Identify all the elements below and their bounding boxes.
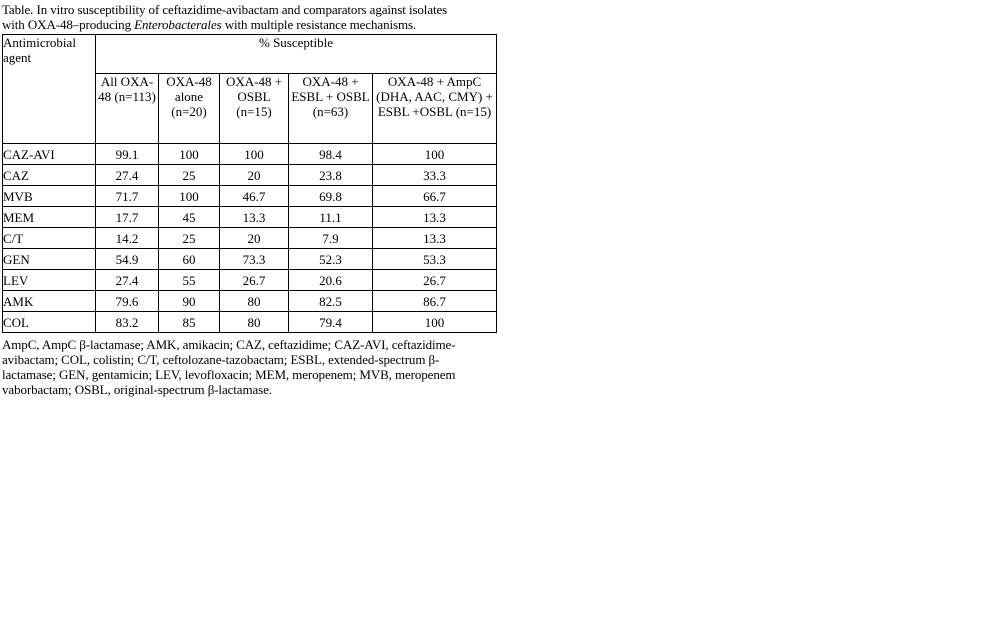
value-cell: 45 — [159, 207, 220, 228]
value-cell: 79.6 — [96, 291, 159, 312]
agent-cell: AMK — [3, 291, 96, 312]
value-cell: 33.3 — [373, 165, 497, 186]
value-cell: 99.1 — [96, 144, 159, 165]
value-cell: 14.2 — [96, 228, 159, 249]
table-row — [3, 144, 497, 165]
caption-italic: Enterobacterales — [134, 17, 222, 32]
value-cell: 20.6 — [289, 270, 373, 291]
value-cell: 100 — [159, 186, 220, 207]
value-cell: 54.9 — [96, 249, 159, 270]
table-footnote: AmpC, AmpC β-lactamase; AMK, amikacin; CAZ, ceftazidime; CAZ-AVI, ceftazidime-avibactam; COL, colistin; C/T, ceftolozane-tazobactam; ESBL, extended-spectrum β-lactamase; GEN, gentamicin; LEV, levofloxacin; MEM, meropenem; MVB, meropenem vaborbactam; OSBL, original-spectrum β-lactamase. — [2, 337, 456, 397]
column-header: OXA-48 alone (n=20) — [159, 74, 220, 144]
table-row — [3, 312, 497, 333]
value-cell: 46.7 — [220, 186, 289, 207]
value-cell: 17.7 — [96, 207, 159, 228]
table-row — [3, 165, 497, 186]
table-row — [3, 270, 497, 291]
column-header: OXA-48 + OSBL (n=15) — [220, 74, 289, 144]
value-cell: 66.7 — [373, 186, 497, 207]
table-row — [3, 228, 497, 249]
table-row — [3, 249, 497, 270]
agent-cell: GEN — [3, 249, 96, 270]
value-cell: 27.4 — [96, 165, 159, 186]
row-header: Antimicrobial agent — [3, 35, 96, 144]
value-cell: 11.1 — [289, 207, 373, 228]
value-cell: 71.7 — [96, 186, 159, 207]
agent-cell: C/T — [3, 228, 96, 249]
value-cell: 55 — [159, 270, 220, 291]
value-cell: 27.4 — [96, 270, 159, 291]
agent-cell: MEM — [3, 207, 96, 228]
value-cell: 98.4 — [289, 144, 373, 165]
agent-cell: MVB — [3, 186, 96, 207]
value-cell: 52.3 — [289, 249, 373, 270]
table-row — [3, 186, 497, 207]
column-header: OXA-48 + ESBL + OSBL (n=63) — [289, 74, 373, 144]
susceptibility-table — [2, 34, 497, 333]
value-cell: 20 — [220, 228, 289, 249]
value-cell: 7.9 — [289, 228, 373, 249]
value-cell: 13.3 — [373, 228, 497, 249]
value-cell: 83.2 — [96, 312, 159, 333]
column-header: All OXA-48 (n=113) — [96, 74, 159, 144]
value-cell: 100 — [220, 144, 289, 165]
column-header: OXA-48 + AmpC (DHA, AAC, CMY) + ESBL +OSBL (n=15) — [373, 74, 497, 144]
agent-cell: LEV — [3, 270, 96, 291]
value-cell: 20 — [220, 165, 289, 186]
value-cell: 82.5 — [289, 291, 373, 312]
value-cell: 90 — [159, 291, 220, 312]
value-cell: 100 — [159, 144, 220, 165]
document — [2, 2, 496, 397]
value-cell: 26.7 — [373, 270, 497, 291]
agent-cell: COL — [3, 312, 96, 333]
caption-prefix: Table. In vitro susceptibility of ceftazidime-avibactam and comparators against isolates with OXA-48–producing — [2, 2, 448, 32]
table-row — [3, 207, 497, 228]
value-cell: 79.4 — [289, 312, 373, 333]
agent-cell: CAZ-AVI — [3, 144, 96, 165]
table-body — [3, 144, 497, 333]
value-cell: 25 — [159, 165, 220, 186]
value-cell: 86.7 — [373, 291, 497, 312]
group-header: % Susceptible — [96, 35, 497, 74]
value-cell: 73.3 — [220, 249, 289, 270]
value-cell: 13.3 — [220, 207, 289, 228]
table-row — [3, 291, 497, 312]
value-cell: 85 — [159, 312, 220, 333]
value-cell: 25 — [159, 228, 220, 249]
table-header-row-1 — [3, 35, 497, 74]
table-caption — [2, 2, 472, 32]
value-cell: 60 — [159, 249, 220, 270]
value-cell: 80 — [220, 312, 289, 333]
caption-suffix: with multiple resistance mechanisms. — [221, 17, 417, 32]
agent-cell: CAZ — [3, 165, 96, 186]
value-cell: 69.8 — [289, 186, 373, 207]
value-cell: 13.3 — [373, 207, 497, 228]
value-cell: 100 — [373, 144, 497, 165]
value-cell: 80 — [220, 291, 289, 312]
value-cell: 26.7 — [220, 270, 289, 291]
value-cell: 23.8 — [289, 165, 373, 186]
value-cell: 100 — [373, 312, 497, 333]
value-cell: 53.3 — [373, 249, 497, 270]
